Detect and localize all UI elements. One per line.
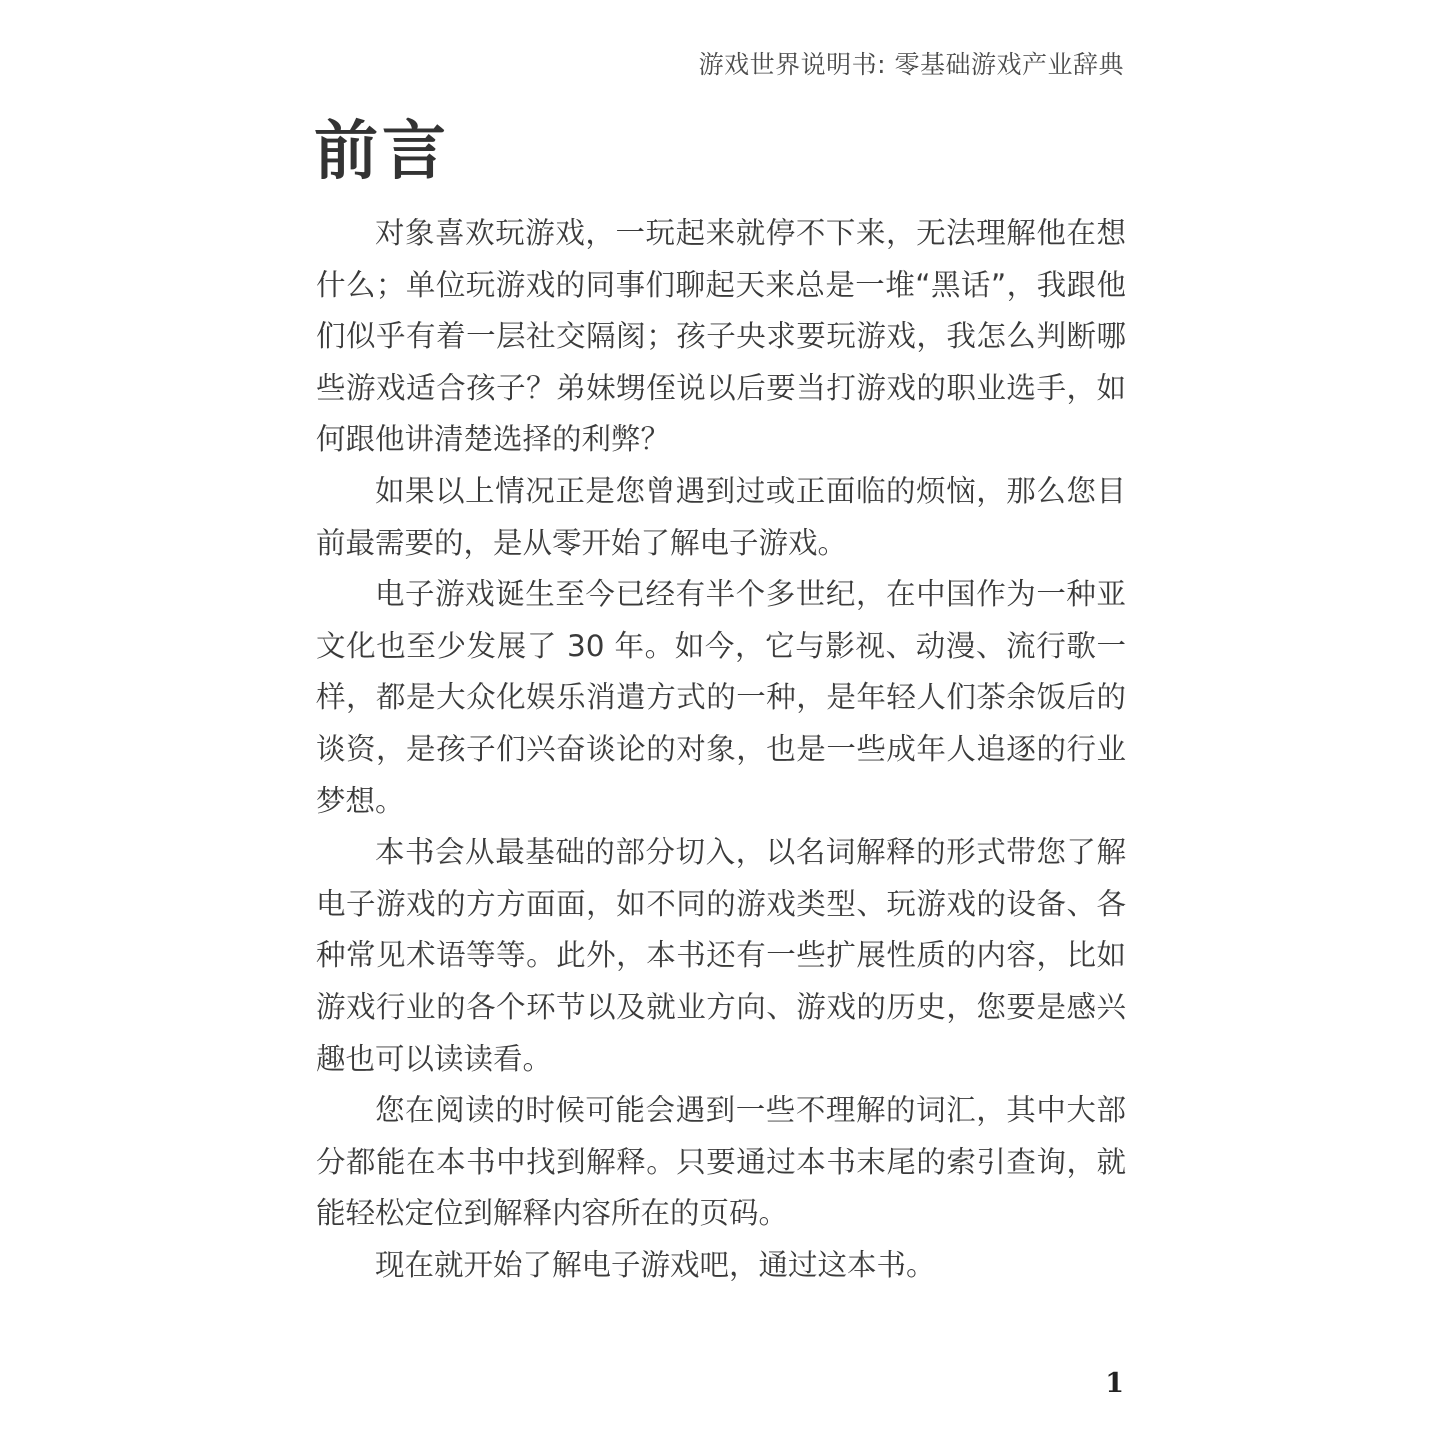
running-header: 游戏世界说明书: 零基础游戏产业辞典 <box>698 50 1124 79</box>
page-title: 前言 <box>314 115 450 189</box>
paragraph: 对象喜欢玩游戏，一玩起来就停不下来，无法理解他在想什么；单位玩游戏的同事们聊起天来总是一堆“黑话”，我跟他们似乎有着一层社交隔阂；孩子央求要玩游戏，我怎么判断哪些游戏适合孩子？弟妹甥侄说以后要当打游戏的职业选手，如何跟他讲清楚选择的利弊？ <box>316 216 1126 457</box>
paragraph: 如果以上情况正是您曾遇到过或正面临的烦恼，那么您目前最需要的，是从零开始了解电子游戏。 <box>316 473 1126 560</box>
paragraph: 现在就开始了解电子游戏吧，通过这本书。 <box>375 1247 936 1282</box>
paragraph: 您在阅读的时候可能会遇到一些不理解的词汇，其中大部分都能在本书中找到解释。只要通过本书末尾的索引查询，就能轻松定位到解释内容所在的页码。 <box>316 1093 1126 1231</box>
page-number: 1 <box>1105 1368 1124 1399</box>
paragraph: 本书会从最基础的部分切入，以名词解释的形式带您了解电子游戏的方方面面，如不同的游戏类型、玩游戏的设备、各种常见术语等等。此外，本书还有一些扩展性质的内容，比如游戏行业的各个环节以及就业方向、游戏的历史，您要是感兴趣也可以读读看。 <box>316 835 1126 1076</box>
body-text <box>316 208 1126 1291</box>
paragraph: 电子游戏诞生至今已经有半个多世纪，在中国作为一种亚文化也至少发展了 30 年。如今，它与影视、动漫、流行歌一样，都是大众化娱乐消遣方式的一种，是年轻人们茶余饭后的谈资，是孩子们兴奋谈论的对象，也是一些成年人追逐的行业梦想。 <box>316 577 1126 818</box>
